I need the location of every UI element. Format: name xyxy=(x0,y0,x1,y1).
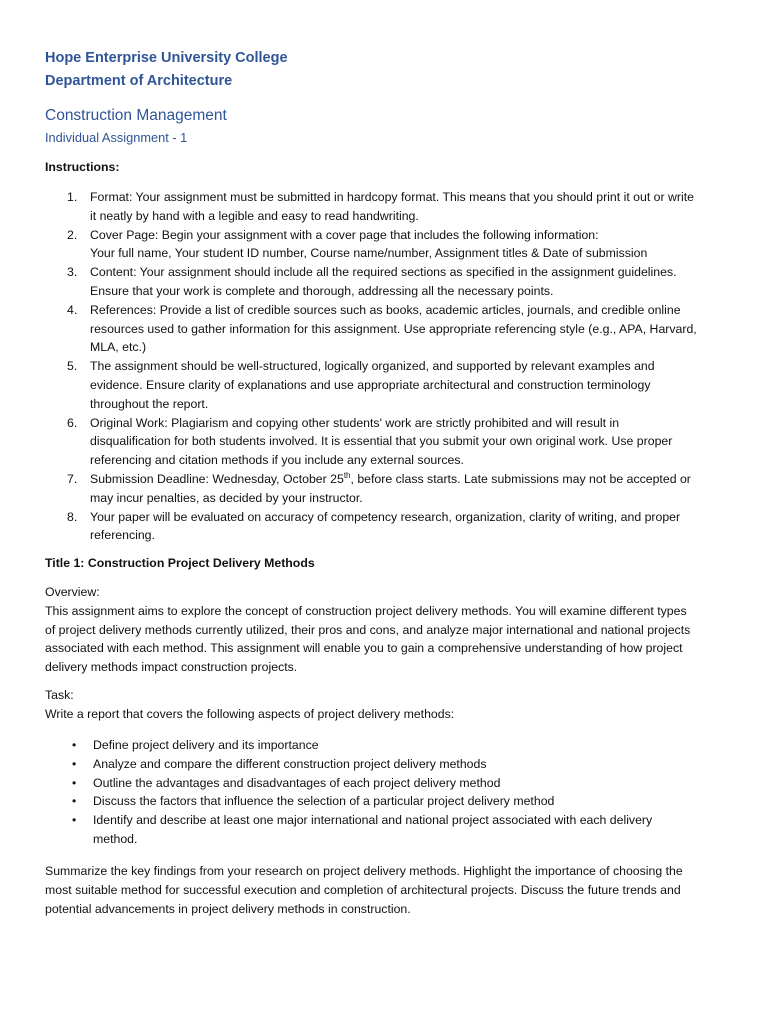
bullet-line: Outline the advantages and disadvantages of each project delivery method xyxy=(93,775,501,790)
instruction-number: 2. xyxy=(67,227,78,242)
bullet-line: Identify and describe at least one major international and national project associated with each delivery xyxy=(93,813,653,828)
bullet-line: Define project delivery and its importance xyxy=(93,738,319,752)
bullet-line: Analyze and compare the different construction project delivery methods xyxy=(93,756,487,771)
task-intro: Write a report that covers the following aspects of project delivery methods: xyxy=(45,706,455,721)
instruction-line: Your full name, Your student ID number, Course name/number, Assignment titles & Date of submission xyxy=(90,246,648,261)
summary-line: most suitable method for successful execution and completion of architectural projects. Discuss the future trends and xyxy=(45,882,681,897)
title1-heading: Title 1: Construction Project Delivery Methods xyxy=(45,556,315,570)
instruction-item xyxy=(45,414,723,470)
instruction-number: 4. xyxy=(67,302,78,317)
bullet-item xyxy=(45,811,723,849)
bullet-line: Discuss the factors that influence the selection of a particular project delivery method xyxy=(93,794,555,809)
instructions-heading: Instructions: xyxy=(45,160,120,174)
instruction-line xyxy=(90,470,723,489)
instruction-line: MLA, etc.) xyxy=(90,340,147,355)
instruction-number: 5. xyxy=(67,359,78,374)
instruction-line: Original Work: Plagiarism and copying other students' work are strictly prohibited and will result in xyxy=(90,415,620,430)
bullet-glyph: • xyxy=(72,738,77,752)
overview-section xyxy=(45,583,723,677)
task-bullet-list xyxy=(45,736,723,849)
instruction-line: References: Provide a list of credible sources such as books, academic articles, journals, and credible online xyxy=(90,302,681,317)
overview-label: Overview: xyxy=(45,585,100,599)
bullet-glyph: • xyxy=(72,794,77,809)
instruction-line: resources used to gather information for this assignment. Use appropriate referencing style (e.g., APA, Harvard, xyxy=(90,321,697,336)
instruction-item xyxy=(45,357,723,413)
task-section xyxy=(45,686,723,724)
college-name: Hope Enterprise University College xyxy=(45,50,288,66)
instruction-line: referencing. xyxy=(90,528,155,543)
instruction-line: it neatly by hand with a legible and easy to read handwriting. xyxy=(90,208,419,223)
instruction-line: may incur penalties, as decided by your instructor. xyxy=(90,490,363,505)
instruction-line: referencing and citation methods if you include any external sources. xyxy=(90,453,464,468)
instruction-number: 7. xyxy=(67,471,78,486)
instruction-line: throughout the report. xyxy=(90,396,209,411)
bullet-item xyxy=(45,774,723,793)
summary-line: Summarize the key findings from your research on project delivery methods. Highlight the importance of choosing the xyxy=(45,864,683,878)
instruction-number: 8. xyxy=(67,509,78,524)
instruction-item xyxy=(45,470,723,508)
bullet-item xyxy=(45,755,723,774)
summary-line: potential advancements in project delivery methods in construction. xyxy=(45,901,411,916)
overview-line: associated with each method. This assignment will enable you to gain a comprehensive understanding of how project xyxy=(45,641,683,656)
summary-paragraph xyxy=(45,862,723,918)
deadline-text: Submission Deadline: Wednesday, October 25 xyxy=(90,471,344,486)
instruction-line: evidence. Ensure clarity of explanations and use appropriate architectural and construction terminology xyxy=(90,377,651,392)
instruction-item xyxy=(45,188,723,226)
ordinal-suffix: th xyxy=(343,470,351,480)
course-title: Construction Management xyxy=(45,107,227,124)
bullet-glyph: • xyxy=(72,775,77,790)
department-name: Department of Architecture xyxy=(45,73,233,89)
assignment-subtitle: Individual Assignment - 1 xyxy=(45,130,188,145)
instruction-line: The assignment should be well-structured, logically organized, and supported by relevant examples and xyxy=(90,359,655,374)
instruction-number: 1. xyxy=(67,190,78,204)
bullet-line: method. xyxy=(93,831,138,846)
overview-line: delivery methods impact construction projects. xyxy=(45,660,298,675)
instruction-item xyxy=(45,508,723,546)
instructions-list xyxy=(45,188,723,545)
task-label: Task: xyxy=(45,688,74,702)
bullet-glyph: • xyxy=(72,756,77,771)
instruction-item xyxy=(45,263,723,301)
overview-line: This assignment aims to explore the concept of construction project delivery methods. You will examine different types xyxy=(45,603,687,618)
instruction-number: 6. xyxy=(67,415,78,430)
overview-line: of project delivery methods currently utilized, their pros and cons, and analyze major international and national projects xyxy=(45,622,691,637)
instruction-line: Cover Page: Begin your assignment with a cover page that includes the following information: xyxy=(90,227,599,242)
instruction-line: Content: Your assignment should include all the required sections as specified in the assignment guidelines. xyxy=(90,265,677,280)
instruction-item xyxy=(45,301,723,357)
instruction-number: 3. xyxy=(67,265,78,280)
bullet-item xyxy=(45,736,723,755)
instruction-line: Format: Your assignment must be submitted in hardcopy format. This means that you should print it out or write xyxy=(90,190,694,204)
deadline-text-rest: , before class starts. Late submissions may not be accepted or xyxy=(350,471,691,486)
instruction-line: disqualification for both students involved. It is essential that you submit your own original work. Use proper xyxy=(90,434,673,449)
bullet-glyph: • xyxy=(72,813,77,828)
bullet-item xyxy=(45,792,723,811)
instruction-line: Ensure that your work is complete and thorough, addressing all the necessary points. xyxy=(90,283,554,298)
instruction-item xyxy=(45,226,723,264)
instruction-line: Your paper will be evaluated on accuracy of competency research, organization, clarity of writing, and proper xyxy=(90,509,681,524)
